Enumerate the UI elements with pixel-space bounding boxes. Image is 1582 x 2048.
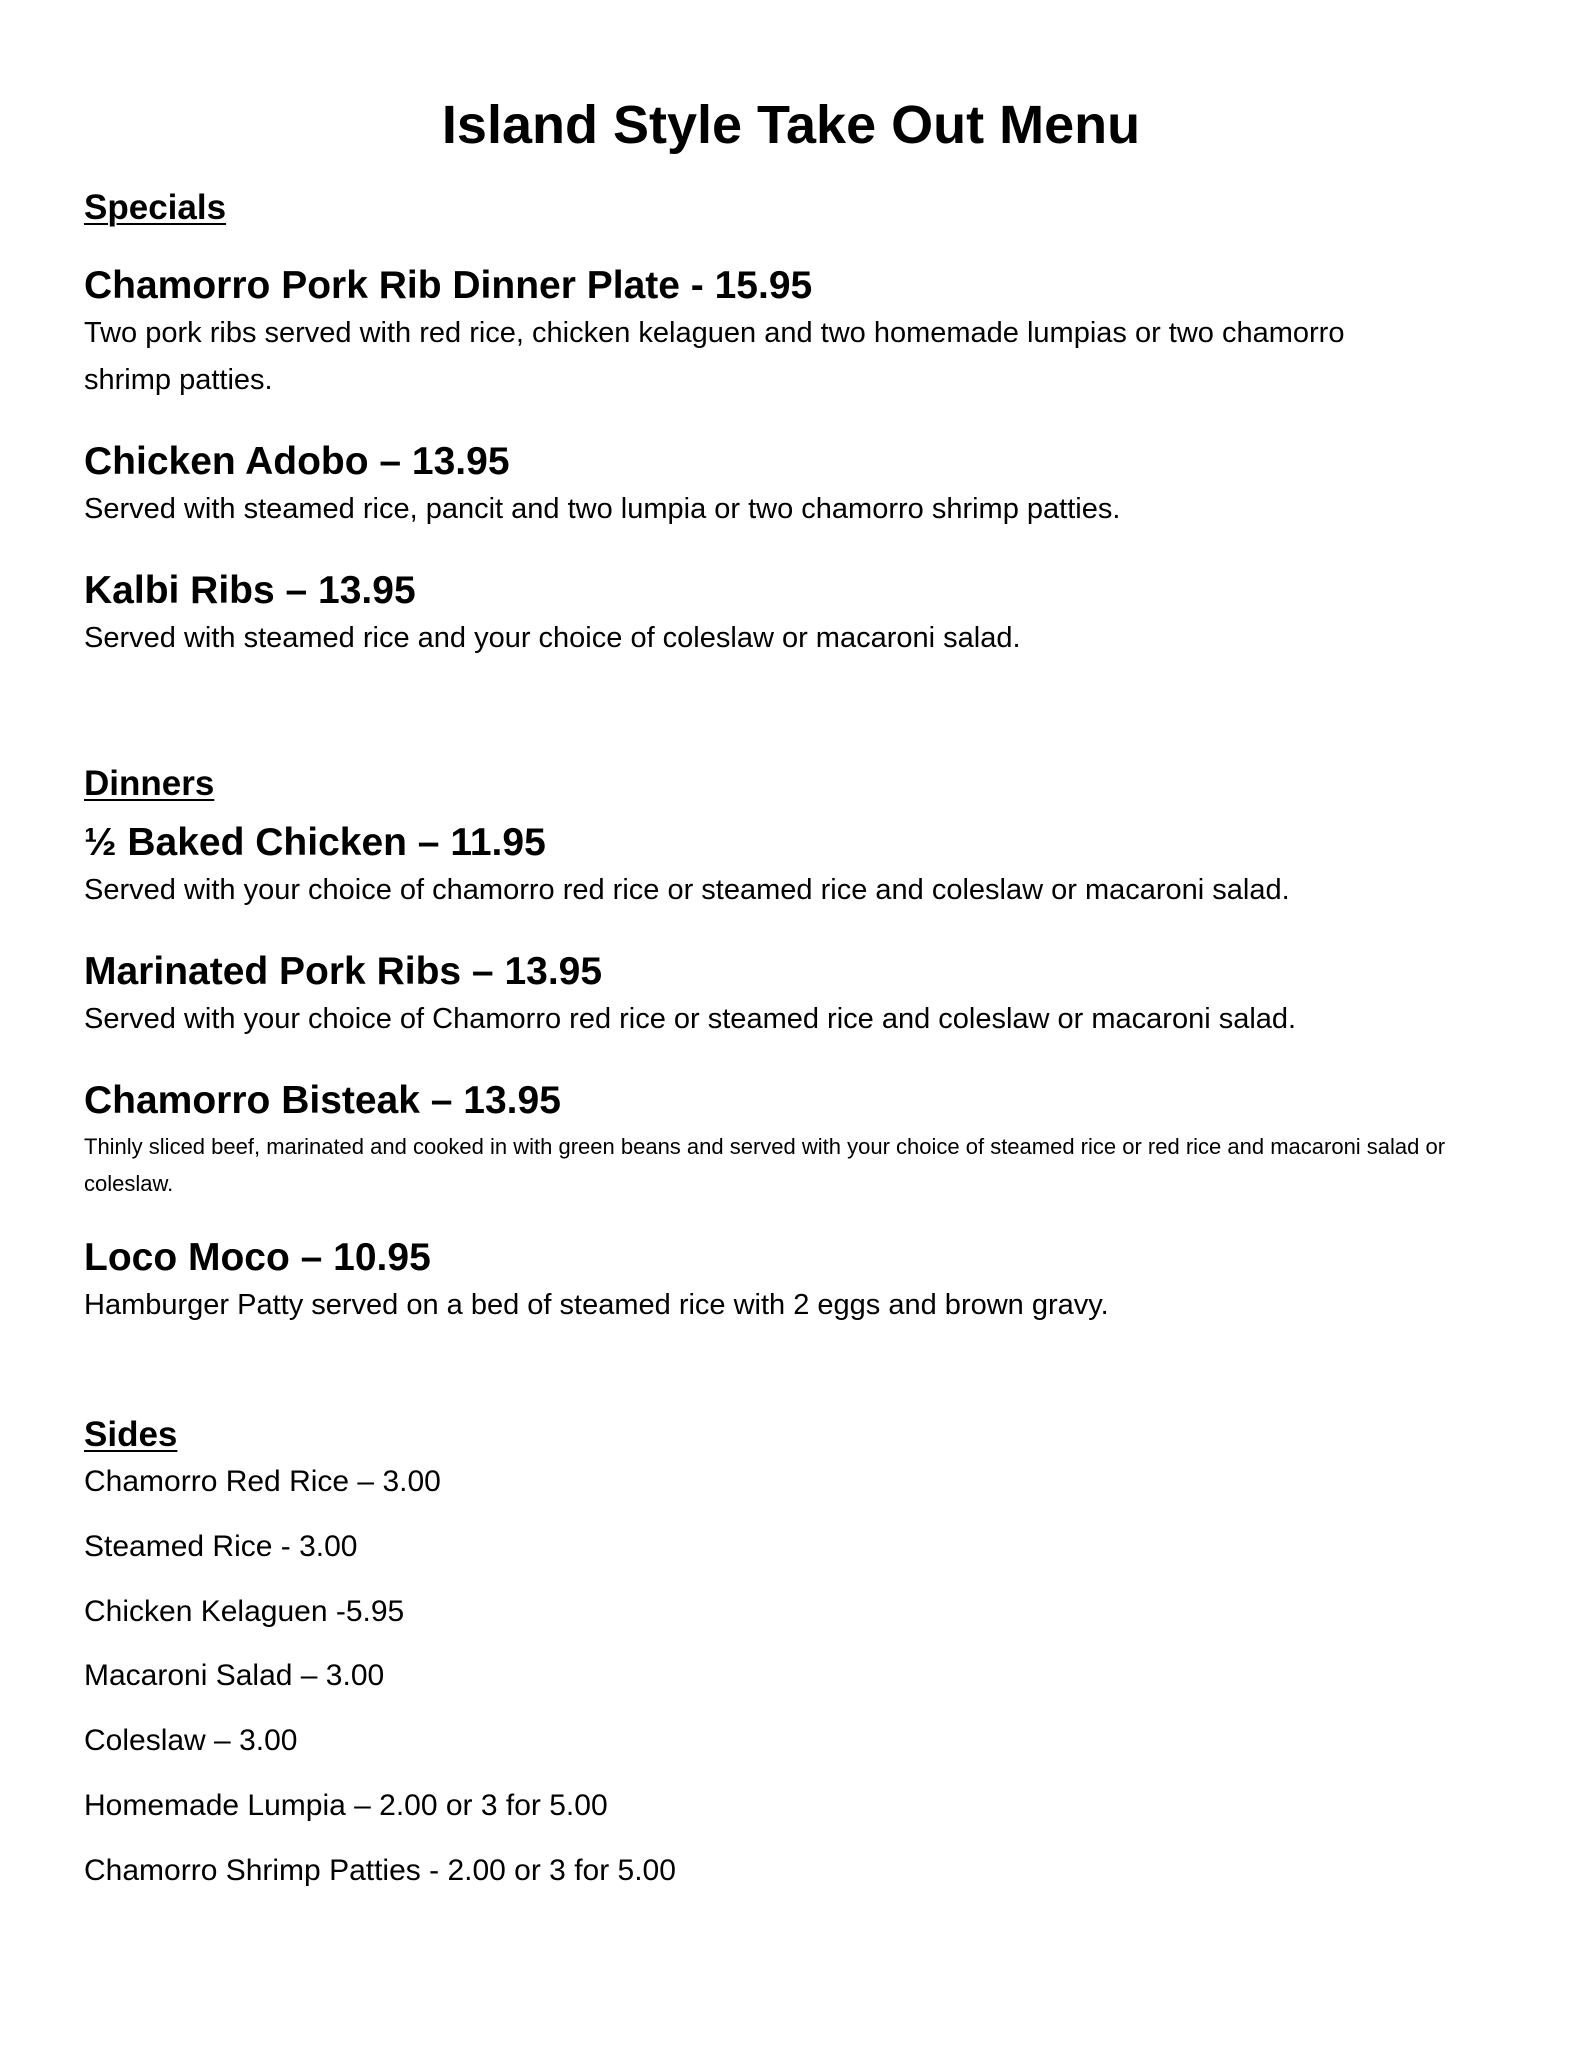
side-item: Coleslaw – 3.00 xyxy=(84,1724,298,1757)
menu-item-chicken-adobo xyxy=(84,438,1504,533)
item-name: Chamorro Pork Rib Dinner Plate - 15.95 xyxy=(84,264,813,307)
specials-heading: Specials xyxy=(84,188,227,227)
item-name: Kalbi Ribs – 13.95 xyxy=(84,569,416,612)
dinners-heading: Dinners xyxy=(84,764,215,803)
item-name: Loco Moco – 10.95 xyxy=(84,1236,431,1279)
item-description: Served with your choice of chamorro red rice or steamed rice and coleslaw or macaroni salad. xyxy=(84,874,1290,906)
menu-item-chamorro-bisteak xyxy=(84,1077,1504,1202)
item-description: Thinly sliced beef, marinated and cooked in with green beans and served with your choice of steamed rice or red rice and macaroni salad or coleslaw. xyxy=(84,1134,1446,1196)
menu-item-baked-chicken xyxy=(84,819,1504,914)
item-description: Served with steamed rice, pancit and two lumpia or two chamorro shrimp patties. xyxy=(84,493,1121,525)
menu-item-marinated-pork-ribs xyxy=(84,948,1504,1043)
side-item: Chamorro Shrimp Patties - 2.00 or 3 for 5.00 xyxy=(84,1854,676,1887)
item-description: Two pork ribs served with red rice, chicken kelaguen and two homemade lumpias or two chamorro shrimp patties. xyxy=(84,317,1345,396)
item-description: Served with your choice of Chamorro red rice or steamed rice and coleslaw or macaroni salad. xyxy=(84,1003,1297,1035)
side-item: Chamorro Red Rice – 3.00 xyxy=(84,1465,441,1498)
item-description: Served with steamed rice and your choice of coleslaw or macaroni salad. xyxy=(84,622,1021,654)
item-name: Marinated Pork Ribs – 13.95 xyxy=(84,950,603,993)
side-item: Chicken Kelaguen -5.95 xyxy=(84,1595,405,1628)
sides-heading: Sides xyxy=(84,1415,178,1454)
side-item: Homemade Lumpia – 2.00 or 3 for 5.00 xyxy=(84,1789,608,1822)
side-item: Macaroni Salad – 3.00 xyxy=(84,1659,385,1692)
item-name: ½ Baked Chicken – 11.95 xyxy=(84,821,546,864)
menu-item-loco-moco xyxy=(84,1234,1504,1329)
page-title: Island Style Take Out Menu xyxy=(441,95,1141,155)
item-name: Chicken Adobo – 13.95 xyxy=(84,440,510,483)
menu-item-pork-rib-dinner-plate xyxy=(84,262,1504,404)
menu-item-kalbi-ribs xyxy=(84,567,1504,662)
item-description: Hamburger Patty served on a bed of steamed rice with 2 eggs and brown gravy. xyxy=(84,1289,1109,1321)
item-name: Chamorro Bisteak – 13.95 xyxy=(84,1079,561,1122)
side-item: Steamed Rice - 3.00 xyxy=(84,1530,358,1563)
